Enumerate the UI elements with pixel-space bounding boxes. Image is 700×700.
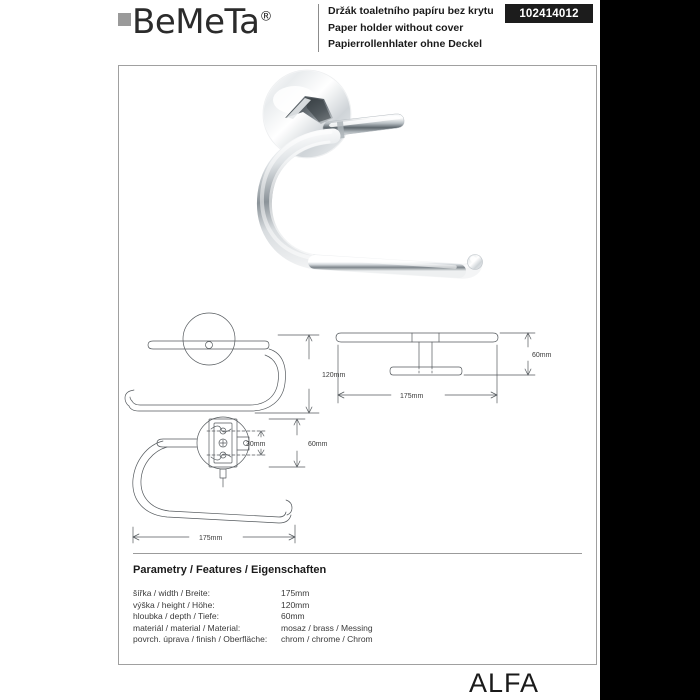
- parameter-value: 175mm: [281, 588, 310, 598]
- label-height-120: 120mm: [322, 372, 346, 379]
- series-name: ALFA: [468, 668, 539, 698]
- brand-logo: [118, 2, 272, 42]
- parameter-value: 60mm: [281, 611, 305, 621]
- parameter-value: 120mm: [281, 599, 310, 610]
- parameter-label: šířka / width / Breite:: [133, 588, 210, 598]
- product-photo: [119, 66, 596, 311]
- parameters-divider: [133, 553, 582, 554]
- table-row: [133, 600, 373, 612]
- technical-drawings: [119, 311, 596, 546]
- table-row: [133, 588, 373, 600]
- label-plate-30: 30mm: [246, 441, 266, 448]
- parameters-table: [133, 588, 373, 646]
- drawing-front-view: [125, 313, 285, 411]
- product-title-en: Paper holder without cover: [328, 21, 464, 34]
- dimension-depth-60-top: [464, 333, 535, 375]
- registered-trademark-icon: ®: [259, 9, 272, 25]
- table-row: [133, 623, 373, 635]
- parameter-value: mosaz / brass / Messing: [281, 622, 373, 633]
- product-title-group: [328, 3, 528, 53]
- parameters-section: [133, 553, 585, 646]
- parameters-title: Parametry / Features / Eigenschaften: [133, 564, 327, 576]
- page-header: [0, 0, 600, 62]
- dimension-depth-60: [269, 419, 305, 467]
- dimension-height-120: [255, 335, 319, 413]
- logo-square-icon: [118, 13, 131, 26]
- logo-wordmark-text: BeMeTa: [132, 2, 260, 42]
- parameter-label: povrch. úprava / finish / Oberfläche:: [133, 634, 268, 644]
- parameter-label: materiál / material / Material:: [133, 622, 241, 633]
- label-width-175-front: 175mm: [199, 535, 223, 542]
- drawing-top-view: [336, 333, 498, 375]
- header-divider: [318, 4, 319, 52]
- label-depth-60: 60mm: [308, 441, 328, 448]
- drawing-detail-view: [133, 417, 292, 523]
- parameter-label: výška / height / Höhe:: [133, 599, 215, 610]
- right-black-band: [600, 0, 700, 700]
- product-title-cs: Držák toaletního papíru bez krytu: [328, 5, 494, 17]
- label-width-175-top: 175mm: [400, 393, 424, 400]
- product-code-badge: 102414012: [505, 4, 593, 23]
- table-row: [133, 611, 373, 623]
- logo-wordmark: [132, 2, 272, 42]
- table-row: [133, 634, 373, 646]
- parameter-value: chrom / chrome / Chrom: [281, 634, 373, 644]
- label-depth-60-top: 60mm: [532, 352, 552, 359]
- parameter-label: hloubka / depth / Tiefe:: [133, 611, 220, 621]
- product-title-de: Papierrollenhlater ohne Deckel: [328, 38, 483, 50]
- content-frame: [118, 65, 597, 665]
